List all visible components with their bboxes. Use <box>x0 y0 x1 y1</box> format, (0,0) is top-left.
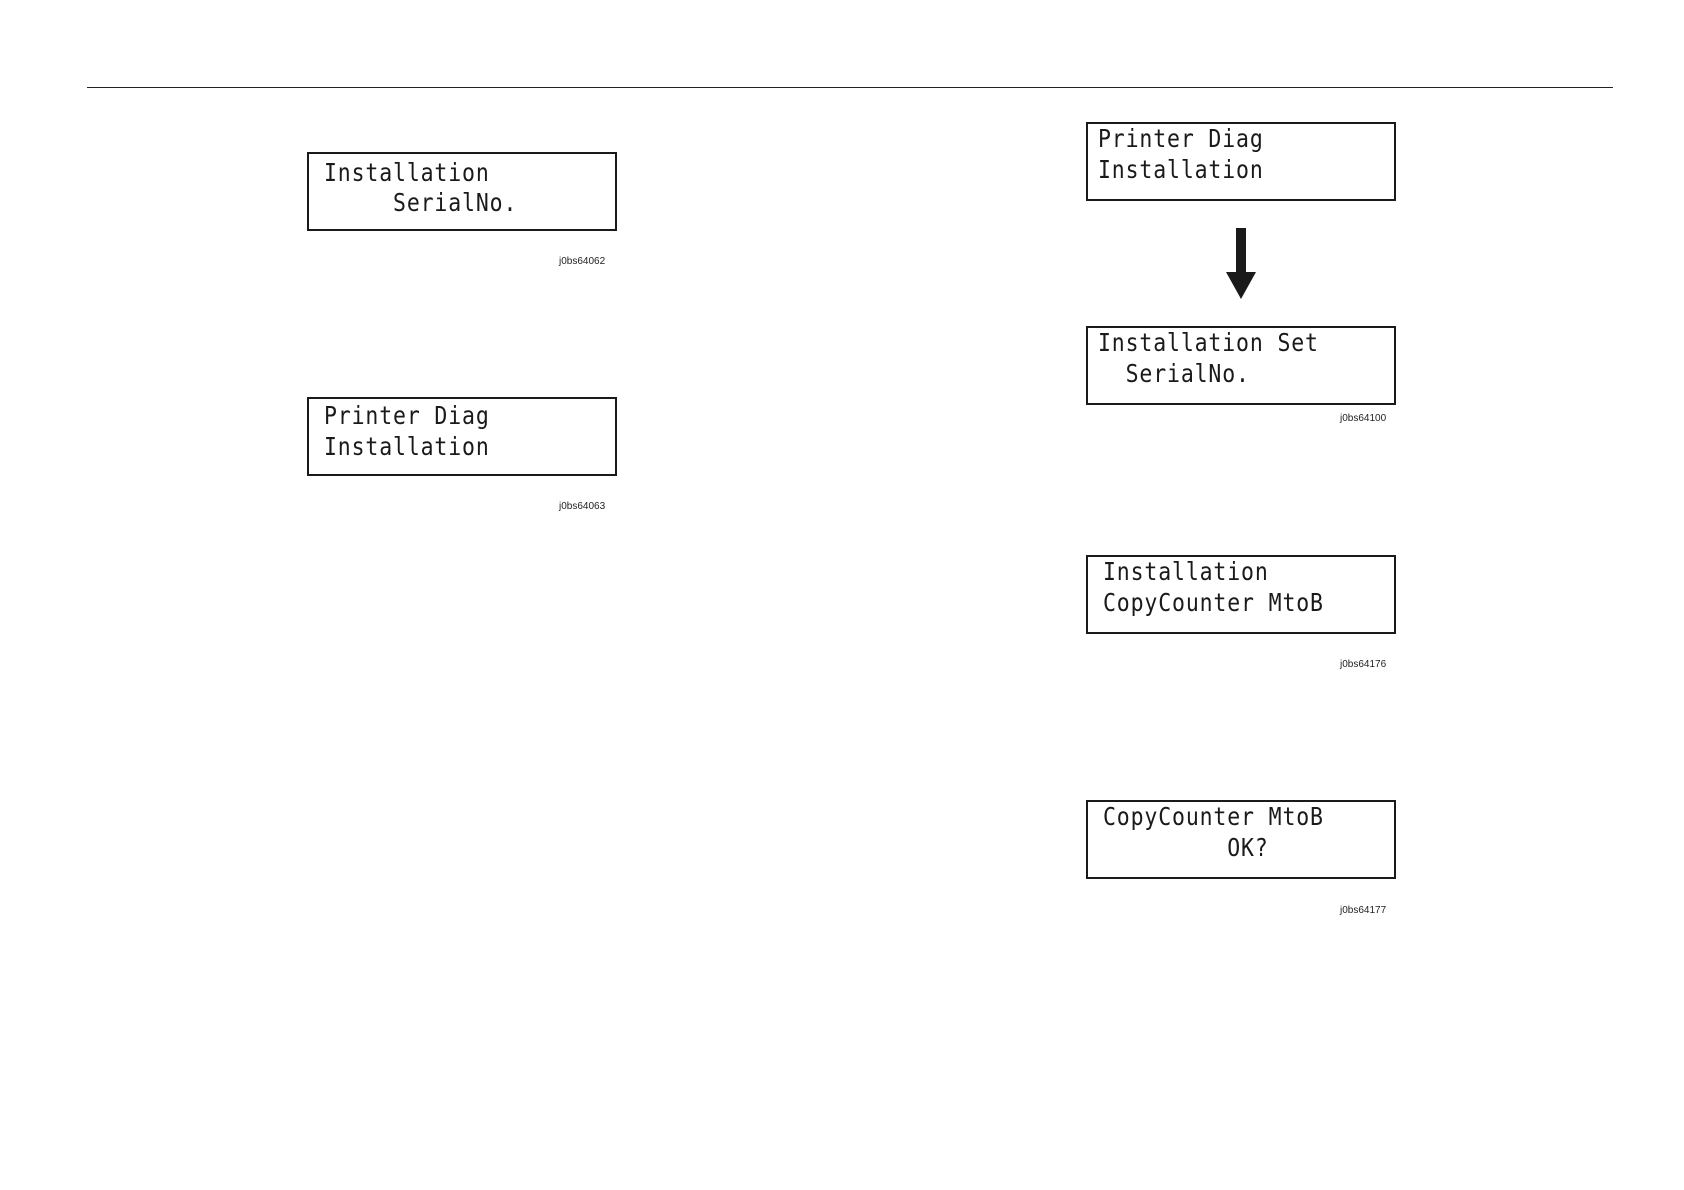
lcd-display-installation-serialno <box>307 152 617 231</box>
lcd-line-2: Installation <box>324 432 490 461</box>
lcd-line-2: SerialNo. <box>1098 359 1250 388</box>
lcd-line-1: Printer Diag <box>324 401 490 430</box>
lcd-display-installation-copycounter <box>1086 555 1396 634</box>
figure-id: j0bs64177 <box>1340 905 1387 916</box>
lcd-display-printerdiag-installation-flow <box>1086 122 1396 201</box>
lcd-line-1: Printer Diag <box>1098 124 1264 153</box>
lcd-display-printerdiag-installation <box>307 397 617 476</box>
figure-id: j0bs64100 <box>1340 413 1387 424</box>
down-arrow-icon <box>1224 228 1258 300</box>
lcd-display-copycounter-ok <box>1086 800 1396 879</box>
lcd-line-2: CopyCounter MtoB <box>1103 588 1324 617</box>
figure-id: j0bs64062 <box>559 256 606 267</box>
figure-id: j0bs64176 <box>1340 659 1387 670</box>
header-rule <box>87 87 1613 88</box>
lcd-line-1: Installation Set <box>1098 328 1319 357</box>
lcd-line-1: CopyCounter MtoB <box>1103 802 1324 831</box>
lcd-line-1: Installation <box>1103 557 1269 586</box>
lcd-line-1: Installation <box>324 158 490 187</box>
lcd-line-2: OK? <box>1103 833 1269 862</box>
lcd-line-2: Installation <box>1098 155 1264 184</box>
lcd-display-installation-set-serialno <box>1086 326 1396 405</box>
figure-id: j0bs64063 <box>559 501 606 512</box>
lcd-line-2: SerialNo. <box>324 188 518 217</box>
